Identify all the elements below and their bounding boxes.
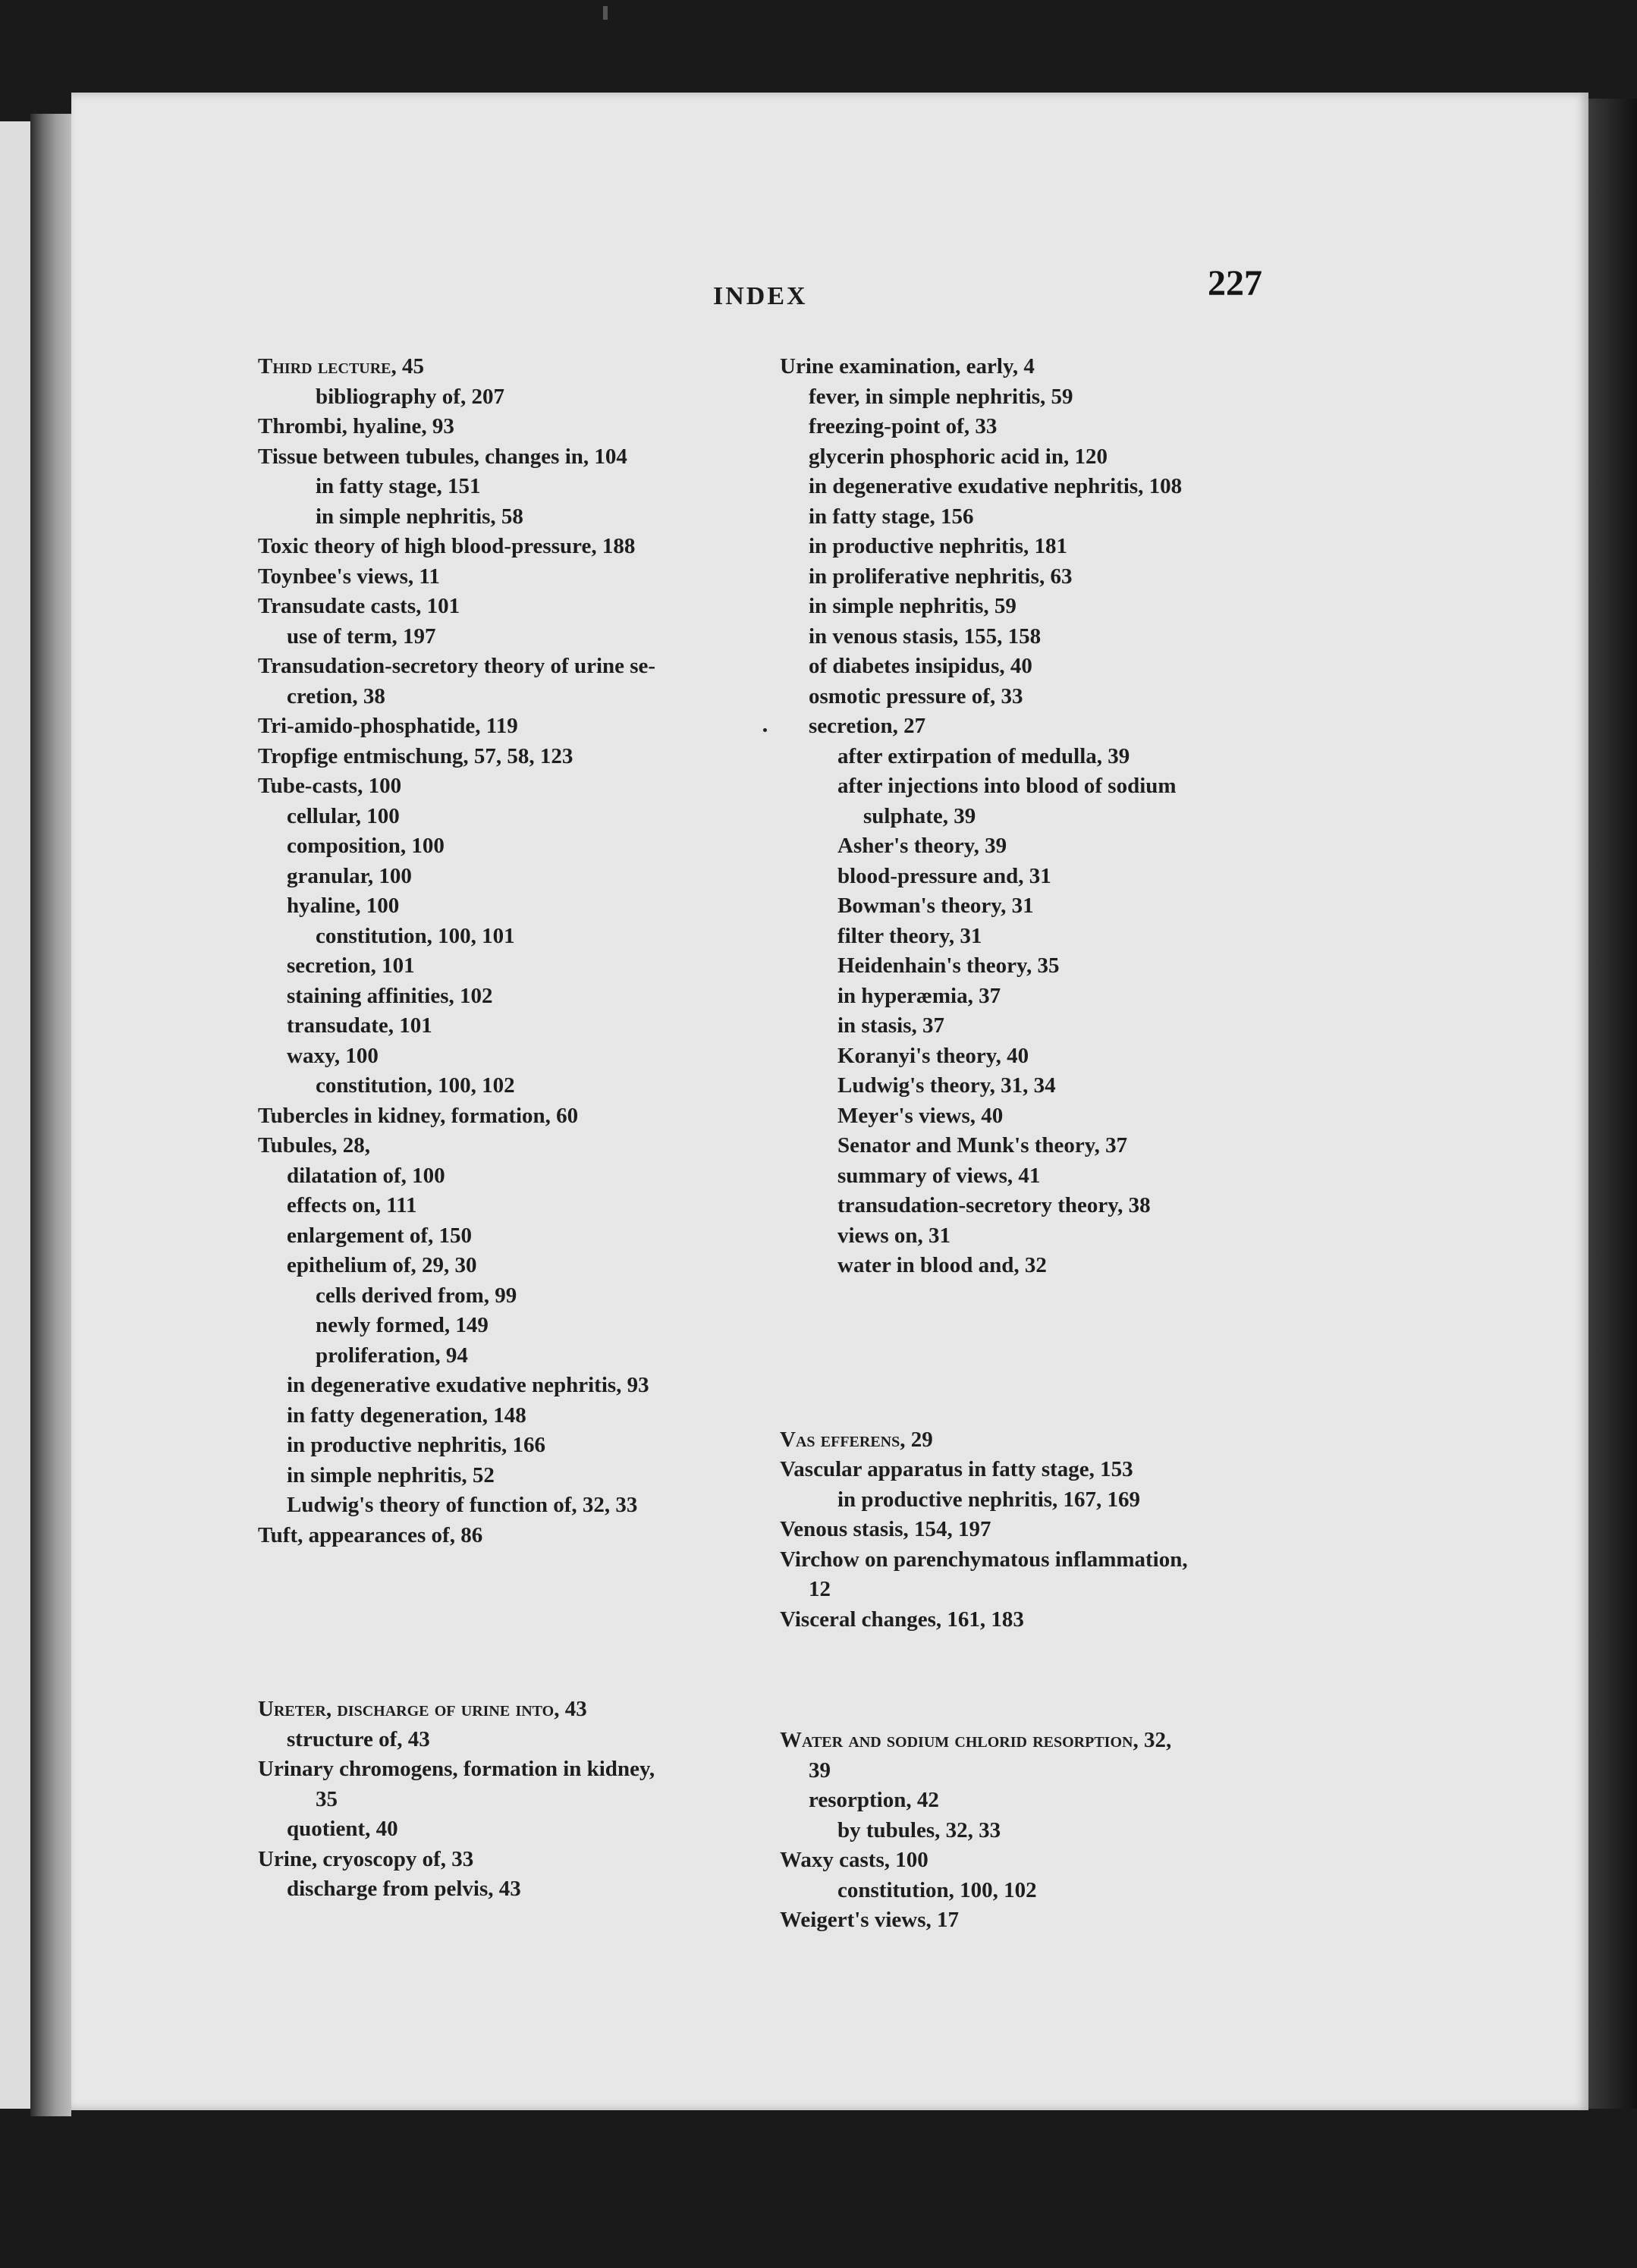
index-entry: Tri-amido-phosphatide, 119 xyxy=(258,714,518,738)
index-entry: Tube-casts, 100 xyxy=(258,774,402,798)
index-entry: in simple nephritis, 52 xyxy=(287,1462,495,1487)
index-entry: in degenerative exudative nephritis, 93 xyxy=(287,1373,649,1397)
index-entry: cells derived from, 99 xyxy=(316,1283,517,1308)
index-entry: Ludwig's theory of function of, 32, 33 xyxy=(287,1493,638,1517)
index-entry: Transudate casts, 101 xyxy=(258,594,460,618)
index-entry: structure of, 43 xyxy=(287,1726,430,1751)
index-entry: osmotic pressure of, 33 xyxy=(809,683,1023,708)
index-entry: proliferation, 94 xyxy=(316,1343,468,1368)
index-entry: Heidenhain's theory, 35 xyxy=(837,953,1060,978)
index-entry: by tubules, 32, 33 xyxy=(837,1817,1001,1842)
index-entry: Bowman's theory, 31 xyxy=(837,894,1034,918)
index-entry: in venous stasis, 155, 158 xyxy=(809,624,1042,649)
index-entry: enlargement of, 150 xyxy=(287,1223,473,1248)
index-entry: newly formed, 149 xyxy=(316,1313,489,1337)
scan-smudge xyxy=(603,6,608,20)
index-entry: Tuft, appearances of, 86 xyxy=(258,1522,483,1547)
index-entry: Urine, cryoscopy of, 33 xyxy=(258,1846,474,1871)
index-entry: Transudation-secretory theory of urine se- xyxy=(258,654,656,678)
index-entry: Ludwig's theory, 31, 34 xyxy=(837,1073,1056,1098)
index-entry: freezing-point of, 33 xyxy=(809,414,998,438)
index-entry: in simple nephritis, 58 xyxy=(316,504,523,529)
index-entry: bibliography of, 207 xyxy=(316,384,504,409)
index-entry: 12 xyxy=(809,1577,831,1601)
index-entry: sulphate, 39 xyxy=(863,803,976,828)
index-entry: fever, in simple nephritis, 59 xyxy=(809,384,1073,409)
index-entry: Meyer's views, 40 xyxy=(837,1103,1004,1128)
index-entry: water in blood and, 32 xyxy=(837,1253,1047,1277)
index-entry: in simple nephritis, 59 xyxy=(809,594,1016,618)
index-entry: glycerin phosphoric acid in, 120 xyxy=(809,444,1108,469)
index-entry: Urine examination, early, 4 xyxy=(780,354,1035,379)
index-entry: Tissue between tubules, changes in, 104 xyxy=(258,444,627,469)
index-entry: Water and sodium chlorid resorption, 32, xyxy=(780,1728,1172,1752)
index-entry: in proliferative nephritis, 63 xyxy=(809,564,1073,589)
index-entry: Koranyi's theory, 40 xyxy=(837,1043,1029,1068)
index-entry: summary of views, 41 xyxy=(837,1163,1041,1188)
index-entry: use of term, 197 xyxy=(287,624,436,649)
index-entry: Virchow on parenchymatous inflammation, xyxy=(780,1547,1188,1572)
index-entry: 39 xyxy=(809,1758,831,1783)
running-head: INDEX xyxy=(713,282,808,310)
index-entry: transudate, 101 xyxy=(287,1013,432,1038)
index-entry: discharge from pelvis, 43 xyxy=(287,1877,521,1901)
index-entry: of diabetes insipidus, 40 xyxy=(809,654,1032,678)
index-entry: constitution, 100, 102 xyxy=(837,1877,1037,1902)
index-entry: Third lecture, 45 xyxy=(258,354,425,379)
index-column-right xyxy=(780,352,1311,1936)
index-entry: Tubercles in kidney, formation, 60 xyxy=(258,1103,579,1128)
index-entry: views on, 31 xyxy=(837,1223,951,1248)
index-entry: Tropfige entmischung, 57, 58, 123 xyxy=(258,743,573,768)
index-entry: 35 xyxy=(316,1786,338,1811)
index-entry: in fatty stage, 151 xyxy=(316,474,481,498)
index-entry: composition, 100 xyxy=(287,834,445,858)
index-entry: blood-pressure and, 31 xyxy=(837,863,1051,888)
index-entry: quotient, 40 xyxy=(287,1817,398,1841)
index-entry: in degenerative exudative nephritis, 108 xyxy=(809,474,1183,498)
book-binding xyxy=(30,114,71,2116)
index-entry: constitution, 100, 101 xyxy=(316,923,515,948)
index-entry: hyaline, 100 xyxy=(287,894,400,918)
index-entry: secretion, 27 xyxy=(809,714,926,738)
index-entry: granular, 100 xyxy=(287,863,412,888)
index-entry: staining affinities, 102 xyxy=(287,983,493,1008)
page-shadow-edge xyxy=(1588,99,1637,2109)
index-entry: Weigert's views, 17 xyxy=(780,1908,959,1932)
index-entry: Tubules, 28, xyxy=(258,1133,371,1158)
section-gap xyxy=(780,1281,1311,1425)
facing-page-edge xyxy=(0,121,30,2109)
index-entry: Ureter, discharge of urine into, 43 xyxy=(258,1697,587,1721)
index-entry: transudation-secretory theory, 38 xyxy=(837,1193,1151,1217)
index-entry: dilatation of, 100 xyxy=(287,1163,445,1188)
index-entry: waxy, 100 xyxy=(287,1043,379,1068)
index-entry: Thrombi, hyaline, 93 xyxy=(258,414,454,438)
index-entry: secretion, 101 xyxy=(287,953,415,978)
index-entry: Visceral changes, 161, 183 xyxy=(780,1607,1024,1632)
index-entry: Vascular apparatus in fatty stage, 153 xyxy=(780,1457,1133,1481)
index-entry: epithelium of, 29, 30 xyxy=(287,1253,477,1277)
index-entry: Vas efferens, 29 xyxy=(780,1427,933,1452)
index-entry: Urinary chromogens, formation in kidney, xyxy=(258,1757,655,1781)
index-entry: filter theory, 31 xyxy=(837,923,982,948)
index-entry: Toynbee's views, 11 xyxy=(258,564,440,589)
section-gap xyxy=(258,1550,804,1695)
index-entry: in hyperæmia, 37 xyxy=(837,983,1001,1008)
index-entry: Waxy casts, 100 xyxy=(780,1848,928,1872)
page-number: 227 xyxy=(1208,263,1262,303)
index-entry: in productive nephritis, 166 xyxy=(287,1433,546,1457)
section-gap xyxy=(780,1635,1311,1726)
index-entry: in stasis, 37 xyxy=(837,1013,945,1038)
index-column-left xyxy=(258,352,804,1905)
index-entry: after injections into blood of sodium xyxy=(837,774,1177,798)
index-entry: effects on, 111 xyxy=(287,1193,417,1217)
index-entry: Venous stasis, 154, 197 xyxy=(780,1517,991,1541)
index-entry: cretion, 38 xyxy=(287,683,385,708)
index-entry: in productive nephritis, 167, 169 xyxy=(837,1487,1141,1512)
index-entry: after extirpation of medulla, 39 xyxy=(837,743,1130,768)
index-entry: in fatty degeneration, 148 xyxy=(287,1403,526,1428)
index-entry: Toxic theory of high blood-pressure, 188 xyxy=(258,534,636,558)
index-entry: resorption, 42 xyxy=(809,1788,939,1812)
index-entry: in productive nephritis, 181 xyxy=(809,534,1068,558)
index-entry: constitution, 100, 102 xyxy=(316,1073,515,1098)
index-entry: Asher's theory, 39 xyxy=(837,834,1007,858)
index-entry: Senator and Munk's theory, 37 xyxy=(837,1133,1128,1158)
index-entry: in fatty stage, 156 xyxy=(809,504,974,529)
index-entry: cellular, 100 xyxy=(287,803,400,828)
